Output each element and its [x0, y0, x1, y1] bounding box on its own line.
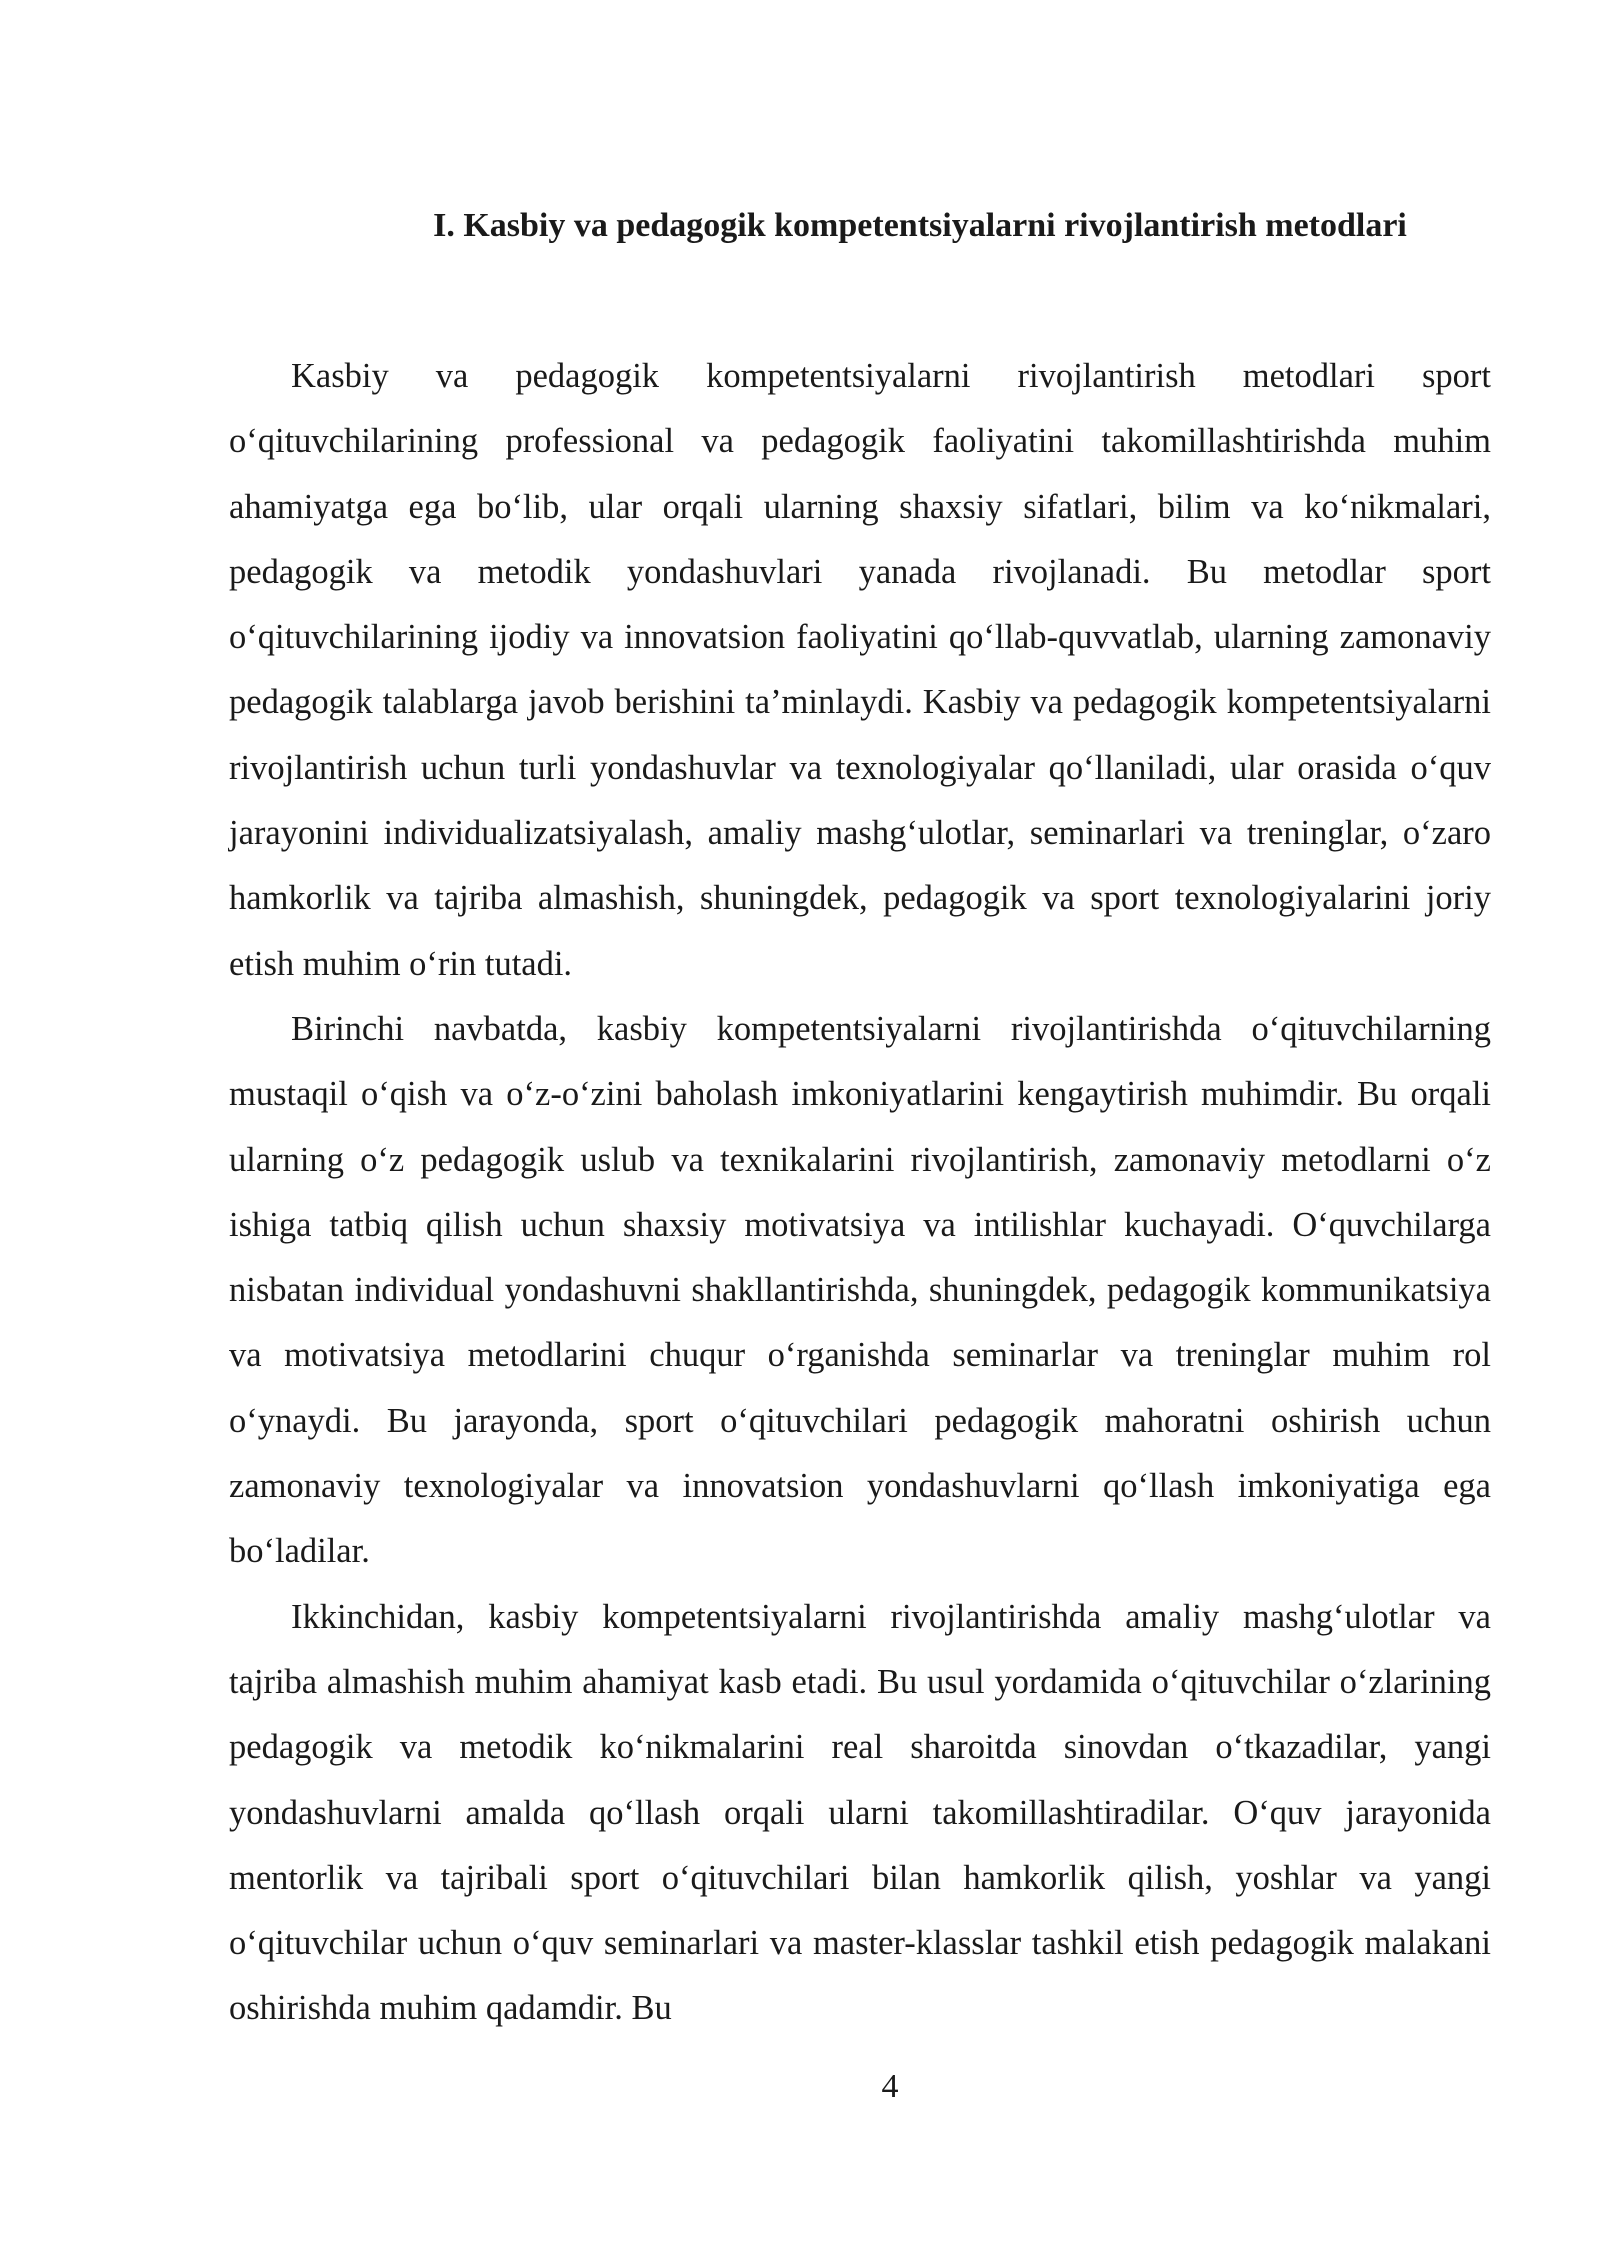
paragraph-1: Kasbiy va pedagogik kompetentsiyalarni rivojlantirish metodlari sport o‘qituvchilarining professional va pedagogik faoliyatini takomillashtirishda muhim ahamiyatga ega bo‘lib, ular orqali ularning shaxsiy sifatlari, bilim va ko‘nikmalari, pedagogik va metodik yondashuvlari yanada rivojlanadi. Bu metodlar sport o‘qituvchilarining ijodiy va innovatsion faoliyatini qo‘llab-quvvatlab, ularning zamonaviy pedagogik talablarga javob berishini ta’minlaydi. Kasbiy va pedagogik kompetentsiyalarni rivojlantirish uchun turli yondashuvlar va texnologiyalar qo‘llaniladi, ular orasida o‘quv jarayonini individualizatsiyalash, amaliy mashg‘ulotlar, seminarlari va treninglar, o‘zaro hamkorlik va tajriba almashish, shuningdek, pedagogik va sport texnologiyalarini joriy etish muhim o‘rin tutadi. [229, 357, 1491, 983]
page-number: 4 [881, 2068, 899, 2105]
paragraph-3: Ikkinchidan, kasbiy kompetentsiyalarni rivojlantirishda amaliy mashg‘ulotlar va tajriba almashish muhim ahamiyat kasb etadi. Bu usul yordamida o‘qituvchilar o‘zlarining pedagogik va metodik ko‘nikmalarini real sharoitda sinovdan o‘tkazadilar, yangi yondashuvlarni amalda qo‘llash orqali ularni takomillashtiradilar. O‘quv jarayonida mentorlik va tajribali sport o‘qituvchilari bilan hamkorlik qilish, yoshlar va yangi o‘qituvchilar uchun o‘quv seminarlari va master-klasslar tashkil etish pedagogik malakani oshirishda muhim qadamdir. Bu [229, 1597, 1491, 2028]
paragraph-2: Birinchi navbatda, kasbiy kompetentsiyalarni rivojlantirishda o‘qituvchilarning mustaqil o‘qish va o‘z-o‘zini baholash imkoniyatlarini kengaytirish muhimdir. Bu orqali ularning o‘z pedagogik uslub va texnikalarini rivojlantirish, zamonaviy metodlarni o‘z ishiga tatbiq qilish uchun shaxsiy motivatsiya va intilishlar kuchayadi. O‘quvchilarga nisbatan individual yondashuvni shakllantirishda, shuningdek, pedagogik kommunikatsiya va motivatsiya metodlarini chuqur o‘rganishda seminarlar va treninglar muhim rol o‘ynaydi. Bu jarayonda, sport o‘qituvchilari pedagogik mahoratni oshirish uchun zamonaviy texnologiyalar va innovatsion yondashuvlarni qo‘llash imkoniyatiga ega bo‘ladilar. [229, 1009, 1491, 1571]
section-heading: I. Kasbiy va pedagogik kompetentsiyalarni rivojlantirish metodlari [433, 207, 1407, 244]
document-body [229, 196, 1491, 2042]
